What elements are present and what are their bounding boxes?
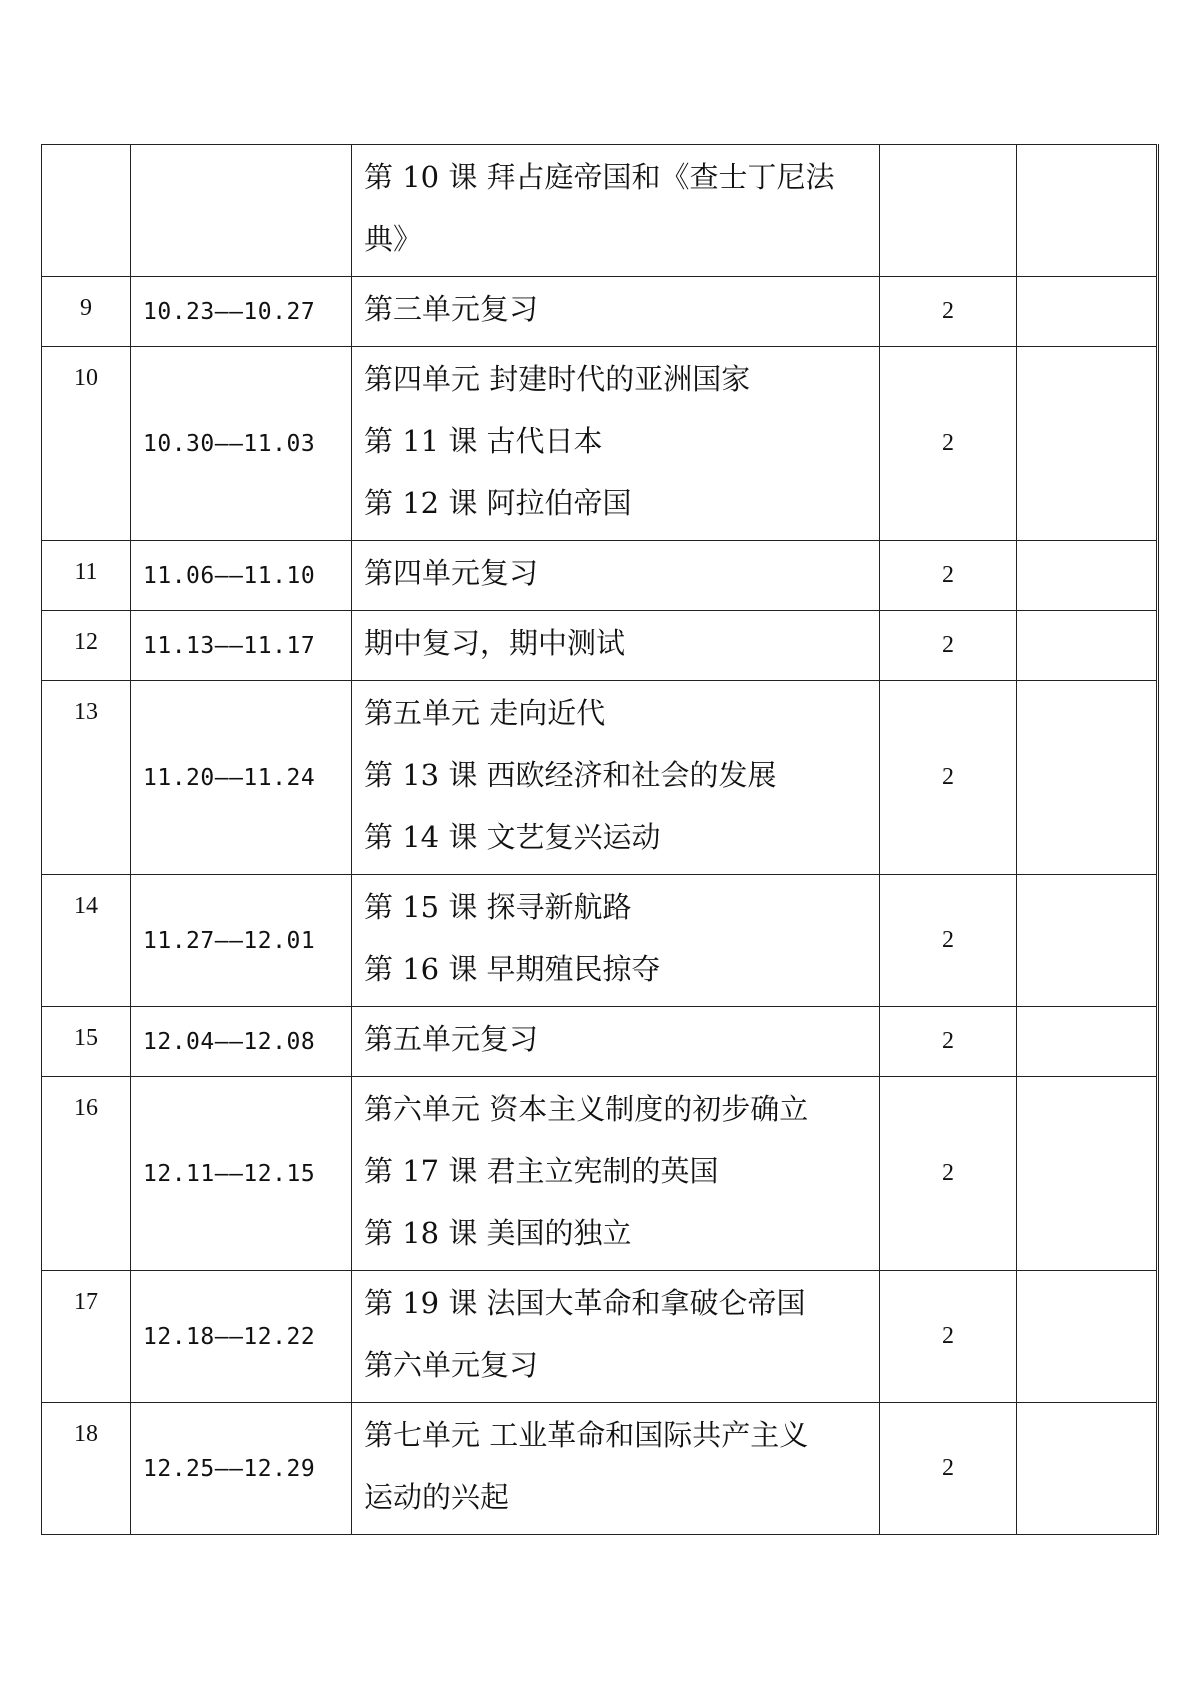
lesson-line: 第 19 课 法国大革命和拿破仑帝国 [364,1286,806,1320]
lesson-line: 第 10 课 拜占庭帝国和《查士丁尼法 [364,160,835,194]
class-hours-cell [880,145,1017,277]
week-number-cell: 15 [42,1007,131,1077]
lesson-line: 第 16 课 早期殖民掠夺 [364,952,661,986]
note-cell [1017,611,1158,681]
date-range-cell: 11.13——11.17 [131,611,352,681]
class-hours-cell: 2 [880,875,1017,1007]
class-hours-cell: 2 [880,1271,1017,1403]
table-row [42,277,1158,347]
class-hours-cell: 2 [880,1077,1017,1271]
note-cell [1017,1077,1158,1271]
table-row [42,145,1158,277]
lesson-line: 第 15 课 探寻新航路 [364,890,632,924]
lesson-line: 第四单元 封建时代的亚洲国家 [364,362,751,396]
week-number-cell [42,145,131,277]
table-row [42,1077,1158,1271]
lesson-content-cell [352,541,880,611]
lesson-content-cell [352,347,880,541]
note-cell [1017,1271,1158,1403]
table-row [42,1403,1158,1535]
table-row [42,1007,1158,1077]
date-range-cell [131,145,352,277]
note-cell [1017,1403,1158,1535]
week-number-cell: 17 [42,1271,131,1403]
lesson-line: 第六单元 资本主义制度的初步确立 [364,1092,809,1126]
note-cell [1017,347,1158,541]
date-range-cell: 12.25——12.29 [131,1403,352,1535]
date-range-cell: 12.18——12.22 [131,1271,352,1403]
lesson-content-cell [352,277,880,347]
note-cell [1017,875,1158,1007]
class-hours-cell: 2 [880,347,1017,541]
lesson-line: 第 11 课 古代日本 [364,424,603,458]
note-cell [1017,145,1158,277]
teaching-schedule-table [41,144,1159,1535]
class-hours-cell: 2 [880,611,1017,681]
class-hours-cell: 2 [880,1007,1017,1077]
table-row [42,681,1158,875]
lesson-content-cell [352,1077,880,1271]
date-range-cell: 10.30——11.03 [131,347,352,541]
lesson-content-cell [352,1271,880,1403]
lesson-line: 第 17 课 君主立宪制的英国 [364,1154,719,1188]
lesson-line: 第三单元复习 [364,292,539,326]
lesson-content-cell [352,145,880,277]
lesson-line: 第 12 课 阿拉伯帝国 [364,486,632,520]
class-hours-cell: 2 [880,681,1017,875]
lesson-content-cell [352,1007,880,1077]
schedule-body [42,145,1158,1535]
date-range-cell: 12.04——12.08 [131,1007,352,1077]
lesson-content-cell [352,611,880,681]
note-cell [1017,681,1158,875]
lesson-line: 第 14 课 文艺复兴运动 [364,820,661,854]
class-hours-cell: 2 [880,277,1017,347]
week-number-cell: 18 [42,1403,131,1535]
lesson-line: 第五单元复习 [364,1022,539,1056]
table-row [42,611,1158,681]
week-number-cell: 10 [42,347,131,541]
lesson-content-cell [352,1403,880,1535]
lesson-line: 第四单元复习 [364,556,539,590]
table-row [42,1271,1158,1403]
week-number-cell: 11 [42,541,131,611]
week-number-cell: 14 [42,875,131,1007]
date-range-cell: 11.20——11.24 [131,681,352,875]
week-number-cell: 9 [42,277,131,347]
week-number-cell: 12 [42,611,131,681]
table-row [42,541,1158,611]
date-range-cell: 12.11——12.15 [131,1077,352,1271]
lesson-line: 第 18 课 美国的独立 [364,1216,632,1250]
lesson-line: 第六单元复习 [364,1348,539,1382]
lesson-content-cell [352,681,880,875]
week-number-cell: 16 [42,1077,131,1271]
lesson-line: 第五单元 走向近代 [364,696,606,730]
lesson-line: 典》 [364,222,423,256]
class-hours-cell: 2 [880,1403,1017,1535]
lesson-line: 第七单元 工业革命和国际共产主义 [364,1418,809,1452]
note-cell [1017,1007,1158,1077]
note-cell [1017,277,1158,347]
lesson-content-cell [352,875,880,1007]
note-cell [1017,541,1158,611]
class-hours-cell: 2 [880,541,1017,611]
date-range-cell: 10.23——10.27 [131,277,352,347]
lesson-line: 期中复习，期中测试 [364,626,626,660]
lesson-line: 第 13 课 西欧经济和社会的发展 [364,758,777,792]
lesson-line: 运动的兴起 [364,1480,510,1514]
date-range-cell: 11.27——12.01 [131,875,352,1007]
table-row [42,875,1158,1007]
table-row [42,347,1158,541]
date-range-cell: 11.06——11.10 [131,541,352,611]
week-number-cell: 13 [42,681,131,875]
